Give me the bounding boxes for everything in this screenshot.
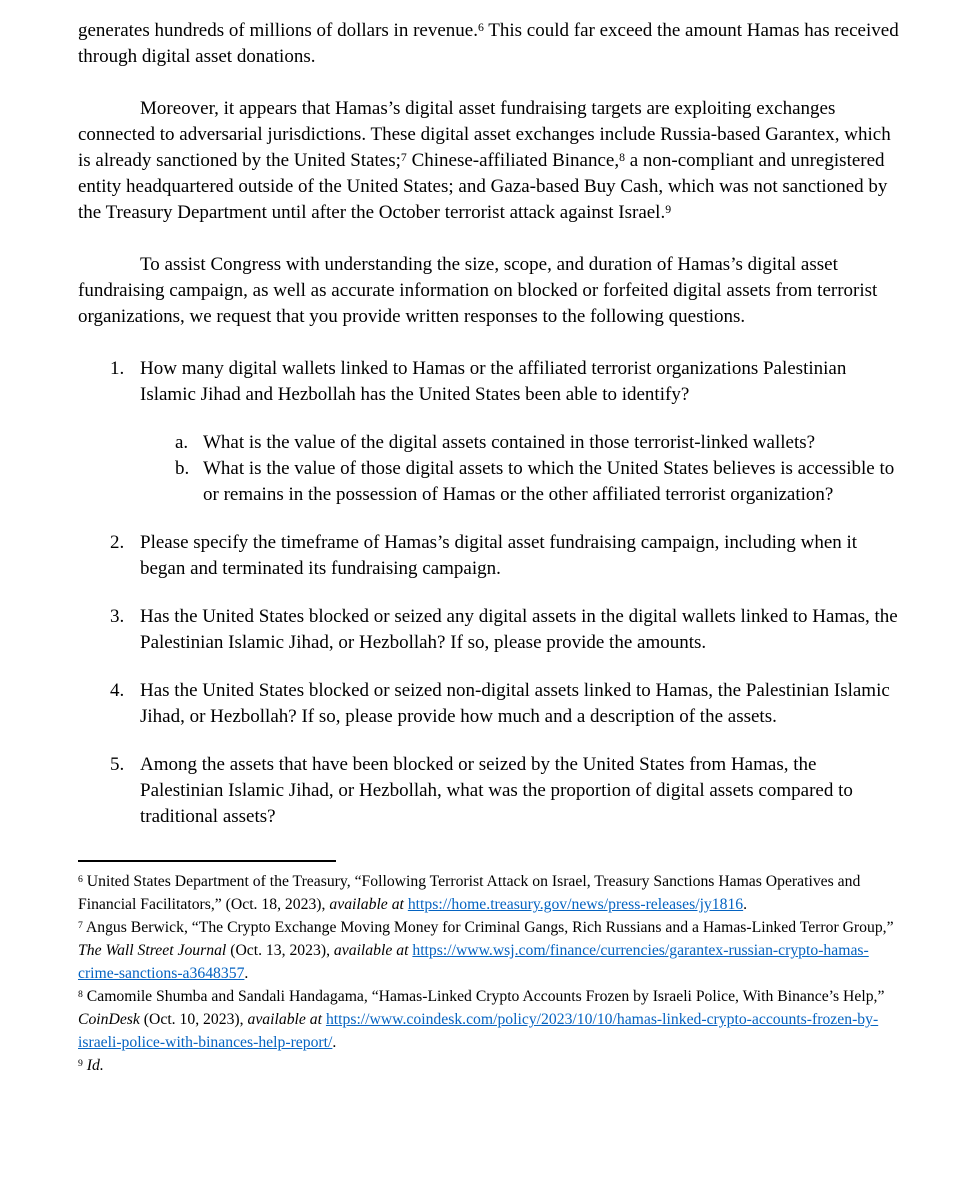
question-text: [140, 752, 901, 830]
footnote-ref: 7: [400, 150, 407, 164]
footnote-ref: 9: [78, 1057, 83, 1069]
text-run: Angus Berwick, “The Crypto Exchange Moving Money for Criminal Gangs, Rich Russians and a Hamas-Linked Terror Group,”: [82, 919, 894, 936]
text-run: Please specify the timeframe of Hamas’s digital asset fundraising campaign, including when it began and terminated its fundraising campaign.: [140, 532, 858, 579]
question-item: [78, 752, 901, 830]
text-run: Camomile Shumba and Sandali Handagama, “Hamas-Linked Crypto Accounts Frozen by Israeli Police, With Binance’s Help,”: [82, 988, 885, 1005]
question-item: [78, 530, 901, 582]
subquestion-text: [203, 430, 901, 456]
footnote: [78, 985, 901, 1054]
footnote-ref: 7: [78, 919, 83, 931]
hyperlink[interactable]: https://www.coindesk.com/policy/2023/10/10/hamas-linked-crypto-accounts-frozen-by-israeli-police-with-binances-help-report/: [78, 1011, 879, 1051]
body-paragraphs: [78, 18, 901, 330]
question-number: 2.: [110, 532, 125, 553]
text-run: (Oct. 13, 2023),: [226, 942, 334, 959]
italic-text: Id.: [86, 1057, 104, 1074]
footnote-separator: [78, 860, 336, 862]
subquestion-list: [140, 430, 901, 508]
text-run: This could far exceed the amount Hamas has received through digital asset donations.: [78, 20, 899, 67]
question-text: [140, 678, 901, 730]
question-number: 5.: [110, 754, 125, 775]
question-text: [140, 356, 901, 508]
question-number: 3.: [110, 606, 125, 627]
text-run: To assist Congress with understanding the size, scope, and duration of Hamas’s digital asset fundraising campaign, as well as accurate information on blocked or forfeited digital assets from terrorist organizations, we request that you provide written responses to the following questions.: [78, 254, 878, 327]
footnote-list: [78, 870, 901, 1077]
question-text-runs: [140, 358, 846, 405]
text-run: What is the value of those digital assets to which the United States believes is accessible to or remains in the possession of Hamas or the other affiliated terrorist organization?: [203, 458, 895, 505]
footnote-ref: 9: [665, 202, 672, 216]
paragraph: [78, 18, 901, 70]
text-run: United States Department of the Treasury, “Following Terrorist Attack on Israel, Treasury Sanctions Hamas Operatives and Financial Facilitators,” (Oct. 18, 2023),: [78, 873, 861, 913]
question-number: 4.: [110, 680, 125, 701]
italic-text: available at: [333, 942, 409, 959]
text-run: What is the value of the digital assets contained in those terrorist-linked wallets?: [203, 432, 816, 453]
text-run: generates hundreds of millions of dollars in revenue.: [78, 20, 478, 41]
paragraph: [78, 252, 901, 330]
text-run: .: [332, 1034, 337, 1051]
question-text: [140, 530, 901, 582]
hyperlink[interactable]: https://home.treasury.gov/news/press-releases/jy1816: [407, 896, 744, 913]
footnote: [78, 870, 901, 916]
question-text-runs: [140, 754, 853, 827]
text-run: .: [244, 965, 249, 982]
footnote: [78, 1054, 901, 1077]
question-item: [78, 356, 901, 508]
italic-text: available at: [247, 1011, 323, 1028]
italic-text: The Wall Street Journal: [78, 942, 227, 959]
footnote-ref: 8: [78, 988, 83, 1000]
hyperlink[interactable]: https://www.wsj.com/finance/currencies/garantex-russian-crypto-hamas-crime-sanctions-a3648357: [78, 942, 869, 982]
subquestion-letter: b.: [175, 458, 190, 479]
text-run: Among the assets that have been blocked or seized by the United States from Hamas, the Palestinian Islamic Jihad, or Hezbollah, what was the proportion of digital assets compared to traditional assets?: [140, 754, 853, 827]
text-run: Has the United States blocked or seized non-digital assets linked to Hamas, the Palestinian Islamic Jihad, or Hezbollah? If so, please provide how much and a description of the assets.: [140, 680, 890, 727]
subquestion-text: [203, 456, 901, 508]
footnote-ref: 6: [477, 20, 484, 34]
question-text-runs: [140, 606, 898, 653]
paragraph: [78, 96, 901, 226]
subquestion-item: [140, 430, 901, 456]
question-item: [78, 604, 901, 656]
question-item: [78, 678, 901, 730]
question-list: [78, 356, 901, 830]
text-run: (Oct. 10, 2023),: [139, 1011, 248, 1028]
italic-text: available at: [329, 896, 404, 913]
italic-text: CoinDesk: [78, 1011, 140, 1028]
question-text-runs: [140, 680, 890, 727]
question-text-runs: [140, 532, 857, 579]
text-run: Moreover, it appears that Hamas’s digital asset fundraising targets are exploiting exchanges connected to adversarial jurisdictions. These digital asset exchanges include Russia-based Garantex, which is already sanctioned by the United States;: [78, 98, 891, 171]
text-run: a non-compliant and unregistered entity headquartered outside of the United States; and Gaza-based Buy Cash, which was not sanctioned by the Treasury Department until after the October terrorist attack against Israel.: [78, 150, 888, 223]
subquestion-letter: a.: [175, 432, 189, 453]
subquestion-item: [140, 456, 901, 508]
text-run: Chinese-affiliated Binance,: [406, 150, 620, 171]
question-number: 1.: [110, 358, 125, 379]
footnote-ref: 6: [78, 873, 83, 885]
text-run: Has the United States blocked or seized any digital assets in the digital wallets linked to Hamas, the Palestinian Islamic Jihad, or Hezbollah? If so, please provide the amounts.: [140, 606, 898, 653]
text-run: .: [743, 896, 748, 913]
footnote: [78, 916, 901, 985]
footnote-ref: 8: [619, 150, 625, 164]
text-run: How many digital wallets linked to Hamas or the affiliated terrorist organizations Palestinian Islamic Jihad and Hezbollah has the United States been able to identify?: [140, 358, 847, 405]
question-text: [140, 604, 901, 656]
